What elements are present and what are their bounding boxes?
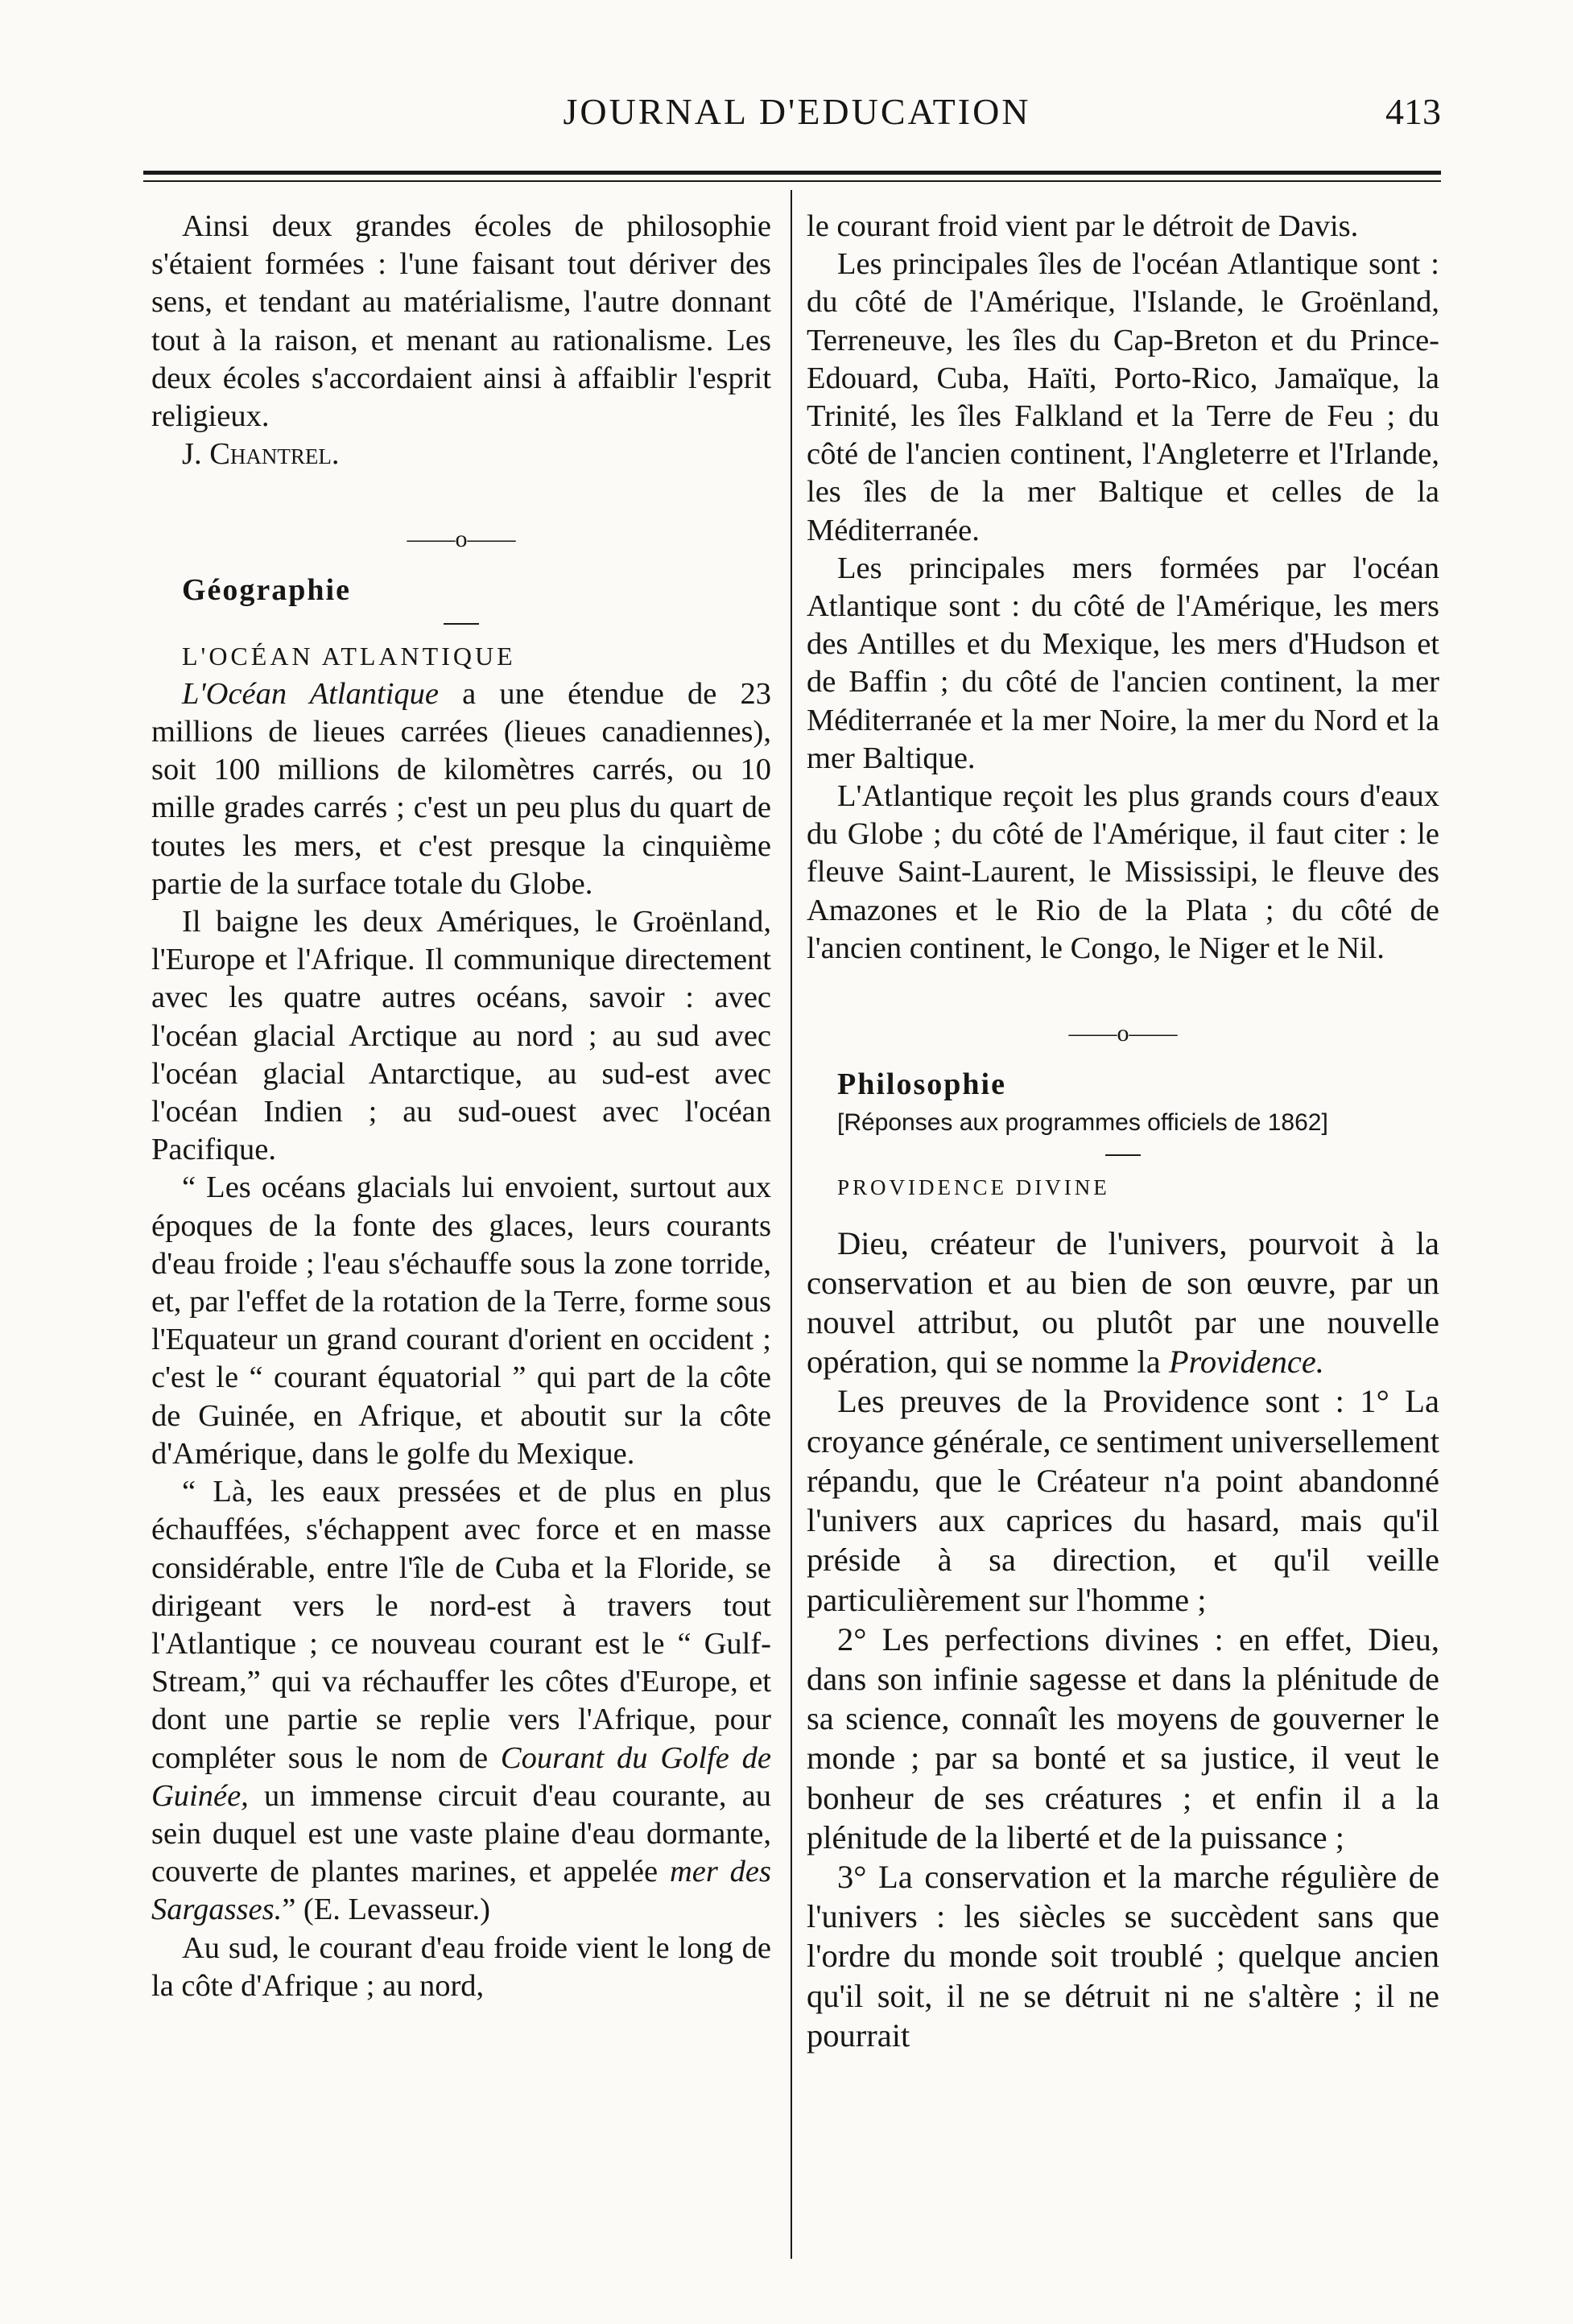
section-title-geographie: Géographie: [182, 573, 351, 608]
paragraph-proofs: Les preuves de la Providence sont : 1° La croyance générale, ce sentiment universellement répandu, que le Créateur n'a point abandonné l'univers aux caprices du hasard, mais qu'il préside à sa direction, et qu'il veille particulièrement sur l'homme ;: [807, 1383, 1439, 1618]
ocean-name-italic: L'Océan Atlantique: [182, 676, 439, 711]
paragraph-rivers: L'Atlantique reçoit les plus grands cours d'eaux du Globe ; du côté de l'Amérique, il faut citer : le fleuve Saint-Laurent, le Mississipi, le fleuve des Amazones et le Rio de la Plata ; du côté de l'ancien continent, le Congo, le Niger et le Nil.: [807, 779, 1439, 965]
courant-golfe-italic: Courant du Golfe de Guinée,: [151, 1740, 771, 1813]
section-separator: ——o——: [407, 526, 516, 553]
providence-italic: Providence.: [1168, 1344, 1324, 1381]
paragraph-coasts: Il baigne les deux Amériques, le Groënland, l'Europe et l'Afrique. Il communique directement avec les quatre autres océans, savoir : avec l'océan glacial Arctique au nord ; au sud avec l'océan glacial Antarctique, au sud-est avec l'océan Indien ; au sud-ouest avec l'océan Pacifique.: [151, 905, 771, 1167]
paragraph-providence-intro: [807, 1224, 1439, 1382]
column-divider: [791, 190, 792, 2259]
sargasses-italic: mer des Sargasses.: [151, 1855, 771, 1927]
paragraph-continued: le courant froid vient par le détroit de Davis.: [807, 209, 1359, 243]
article-title-ocean: L'OCÉAN ATLANTIQUE: [182, 641, 516, 671]
journal-title: JOURNAL D'EDUCATION: [563, 91, 1031, 132]
paragraph-currents: “ Les océans glacials lui envoient, surtout aux époques de la fonte des glaces, leurs courants d'eau froide ; l'eau s'échauffe sous la zone torride, et, par l'effet de la rotation de la Terre, forme sous l'Equateur un grand courant d'orient en occident ; c'est le “ courant équatorial ” qui part de la côte de Guinée, en Afrique, et aboutit sur la côte d'Amérique, dans le golfe du Mexique.: [151, 1170, 771, 1471]
section-separator: ——o——: [1068, 1020, 1178, 1047]
providence-body: [807, 1224, 1439, 2055]
providence-intro-text: Dieu, créateur de l'univers, pourvoit à la conservation et au bien de son œuvre, par un nouvel attribut, ou plutôt par une nouvelle opération, qui se nomme la: [807, 1224, 1439, 1381]
article-title-providence: PROVIDENCE DIVINE: [837, 1175, 1110, 1200]
right-column: [807, 208, 1439, 2055]
page-number: 413: [1385, 91, 1441, 132]
gulf-stream-text-b: un immense circuit d'eau courante, au sein duquel est une vaste plaine d'eau dormante, couverte de plantes marines, et appelée: [151, 1778, 771, 1889]
author-signature: J. Chantrel.: [182, 437, 340, 472]
gulf-stream-text-c: ” (E. Levasseur.): [282, 1893, 490, 1927]
paragraph-extent: [151, 675, 771, 903]
intro-paragraph: Ainsi deux grandes écoles de philosophie s'étaient formées : l'une faisant tout dériver des sens, et tendant au matérialisme, l'autre donnant tout à la raison, et menant au rationalisme. Les deux écoles s'accordaient ainsi à affaiblir l'esprit religieux.: [151, 209, 771, 434]
paragraph-perfections: 2° Les perfections divines : en effet, Dieu, dans son infinie sagesse et dans la plénitude de sa science, connaît les moyens de gouverner le monde ; par sa bonté et sa justice, il veut le bonheur de ses créatures ; et enfin il a la plénitude de la liberté et de la puissance ;: [807, 1620, 1439, 1855]
paragraph-conservation: 3° La conservation et la marche régulière de l'univers : les siècles se succèdent sans que l'ordre du monde soit troublé ; quelque ancien qu'il soit, il ne se détruit ni ne s'altère ; il ne pourrait: [807, 1858, 1439, 2054]
paragraph-seas: Les principales mers formées par l'océan Atlantique sont : du côté de l'Amérique, les mers des Antilles et du Mexique, les mers d'Hudson et de Baffin ; du côté de l'ancien continent, la mer Méditerranée et la mer Noire, la mer du Nord et la mer Baltique.: [807, 551, 1439, 775]
header-rule-thick: [143, 171, 1441, 175]
title-dash: [444, 623, 479, 625]
title-dash: [1105, 1154, 1141, 1156]
programme-note: [Réponses aux programmes officiels de 1862]: [837, 1109, 1328, 1137]
gulf-stream-text-a: “ Là, les eaux pressées et de plus en plus échauffées, s'échappent avec force et en masse considérable, entre l'île de Cuba et la Floride, se dirigeant vers le nord-est à travers tout l'Atlantique ; ce nouveau courant est le “ Gulf-Stream,” qui va réchauffer les côtes d'Europe, et dont une partie se replie vers l'Afrique, pour compléter sous le nom de: [151, 1475, 771, 1775]
section-title-philosophie: Philosophie: [837, 1067, 1006, 1102]
paragraph-extent-text: a une étendue de 23 millions de lieues carrées (lieues canadiennes), soit 100 millions de kilomètres carrés, ou 10 mille grades carrés ; c'est un peu plus du quart de toutes les mers, et c'est presque la cinquième partie de la surface totale du Globe.: [151, 676, 771, 901]
paragraph-gulf-stream: [151, 1473, 771, 1929]
left-column: [151, 208, 771, 2005]
page-header: [153, 90, 1441, 138]
paragraph-south-current: Au sud, le courant d'eau froide vient le long de la côte d'Afrique ; au nord,: [151, 1930, 771, 2003]
header-rule-thin: [143, 180, 1441, 182]
paragraph-islands: Les principales îles de l'océan Atlantique sont : du côté de l'Amérique, l'Islande, le Groënland, Terreneuve, les îles du Cap-Breton et du Prince-Edouard, Cuba, Haïti, Porto-Rico, Jamaïque, la Trinité, les îles Falkland et la Terre de Feu ; du côté de l'ancien continent, l'Angleterre et l'Irlande, les îles de la mer Baltique et celles de la Méditerranée.: [807, 247, 1439, 547]
